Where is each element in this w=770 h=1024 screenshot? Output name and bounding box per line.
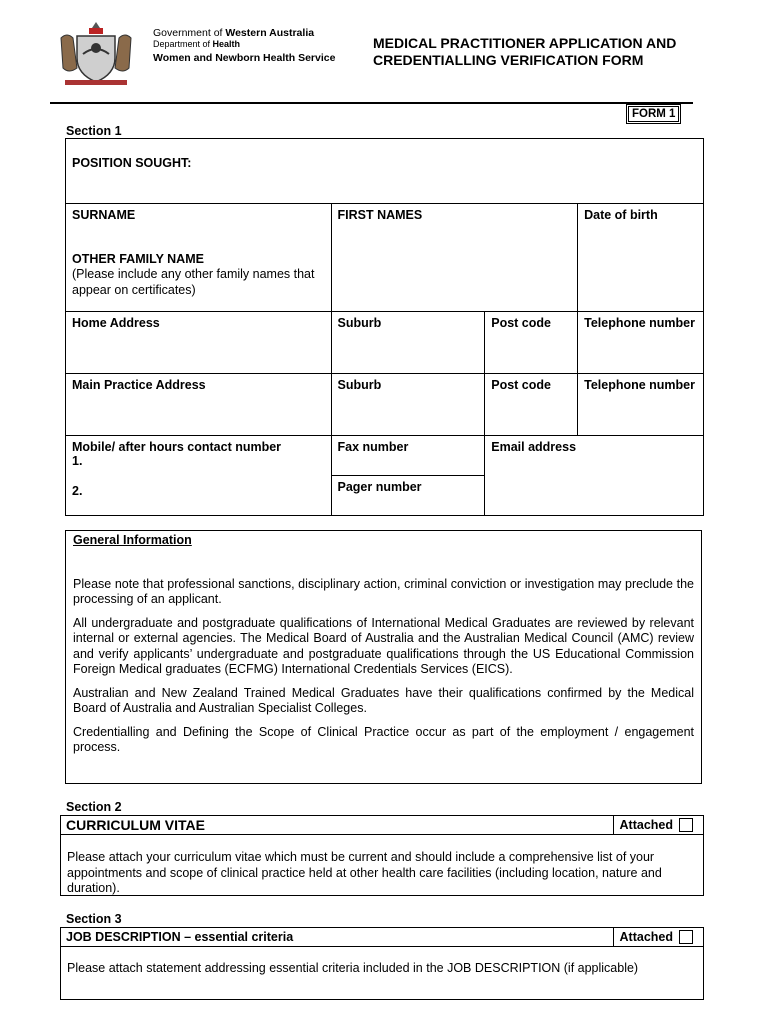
general-paragraph-2: All undergraduate and postgraduate qualifications of International Medical Graduates are reviewed by relevant internal or external agencies. The Medical Board of Australia and the Australian Medical Council (AMC) review and verify applicants’ undergraduate and postgraduate qualifications through the US Educational Commission Foreign Medical graduates (ECFMG) International Credentials Services (EICS). [73, 615, 694, 676]
mobile-contact-2: 2. [72, 484, 83, 498]
general-paragraph-3: Australian and New Zealand Trained Medical Graduates have their qualifications confirmed by the Medical Board of Australia and Australian Specialist Colleges. [73, 685, 694, 715]
practice-postcode-label: Post code [491, 378, 551, 392]
form-tag: FORM 1 [628, 106, 679, 122]
date-of-birth-label: Date of birth [584, 208, 658, 222]
wa-coat-of-arms-logo [55, 18, 137, 88]
cv-attached-checkbox[interactable] [679, 818, 693, 832]
practice-postcode-field[interactable] [485, 374, 578, 436]
cv-instructions: Please attach your curriculum vitae which must be current and should include a comprehensive list of your appointments and scope of clinical practice held at other health care facilities (including location, nature and duration). [67, 850, 662, 895]
surname-label: SURNAME [72, 208, 136, 222]
home-address-label: Home Address [72, 316, 160, 330]
general-information-heading: General Information [73, 533, 192, 547]
home-suburb-label: Suburb [337, 316, 382, 330]
position-sought-field[interactable] [66, 139, 704, 204]
department-name: Department of Health [153, 39, 241, 49]
jd-attached-label: Attached [619, 930, 673, 944]
home-telephone-label: Telephone number [584, 316, 695, 330]
general-paragraph-4: Credentialling and Defining the Scope of Clinical Practice occur as part of the employment / engagement process. [73, 724, 694, 754]
cv-attached-cell [613, 816, 703, 834]
mobile-contact-field[interactable] [66, 436, 332, 516]
date-of-birth-field[interactable] [578, 204, 704, 312]
curriculum-vitae-heading: CURRICULUM VITAE [66, 817, 205, 833]
practice-suburb-field[interactable] [331, 374, 485, 436]
practice-suburb-label: Suburb [337, 378, 382, 392]
home-telephone-field[interactable] [578, 312, 704, 374]
first-names-label: FIRST NAMES [337, 208, 423, 222]
home-suburb-field[interactable] [331, 312, 485, 374]
job-description-heading: JOB DESCRIPTION – essential criteria [66, 930, 294, 944]
header-divider [50, 102, 693, 104]
home-postcode-label: Post code [491, 316, 551, 330]
other-family-name-label: OTHER FAMILY NAME [72, 252, 204, 266]
practice-telephone-field[interactable] [578, 374, 704, 436]
pager-number-field[interactable] [331, 476, 485, 516]
fax-number-label: Fax number [337, 440, 409, 454]
position-sought-label: POSITION SOUGHT: [72, 156, 192, 170]
section3-box [60, 927, 704, 1000]
pager-number-label: Pager number [337, 480, 422, 494]
section2-box [60, 815, 704, 896]
home-postcode-field[interactable] [485, 312, 578, 374]
mobile-contact-1: 1. [72, 454, 83, 468]
page-title: MEDICAL PRACTITIONER APPLICATION AND CREDENTIALLING VERIFICATION FORM [373, 35, 677, 68]
jd-attached-checkbox[interactable] [679, 930, 693, 944]
general-paragraph-1: Please note that professional sanctions, disciplinary action, criminal conviction or investigation may preclude the processing of an applicant. [73, 576, 694, 606]
email-address-label: Email address [491, 440, 577, 454]
other-family-name-note: (Please include any other family names that appear on certificates) [72, 267, 315, 297]
cv-attached-label: Attached [619, 818, 673, 832]
service-name: Women and Newborn Health Service [153, 52, 336, 64]
section1-table [65, 138, 704, 516]
surname-field[interactable] [66, 204, 332, 312]
job-description-instructions: Please attach statement addressing essential criteria included in the JOB DESCRIPTION (if applicable) [67, 961, 639, 975]
mobile-contact-label: Mobile/ after hours contact number [72, 440, 282, 454]
main-practice-address-label: Main Practice Address [72, 378, 206, 392]
first-names-field[interactable] [331, 204, 578, 312]
fax-number-field[interactable] [331, 436, 485, 476]
section3-label: Section 3 [66, 912, 122, 926]
general-information-box [65, 530, 702, 784]
email-address-field[interactable] [485, 436, 704, 516]
section1-label: Section 1 [66, 124, 122, 138]
government-name: Government of Western Australia [153, 27, 315, 39]
practice-telephone-label: Telephone number [584, 378, 695, 392]
section2-label: Section 2 [66, 800, 122, 814]
main-practice-address-field[interactable] [66, 374, 332, 436]
jd-attached-cell [613, 928, 703, 946]
home-address-field[interactable] [66, 312, 332, 374]
